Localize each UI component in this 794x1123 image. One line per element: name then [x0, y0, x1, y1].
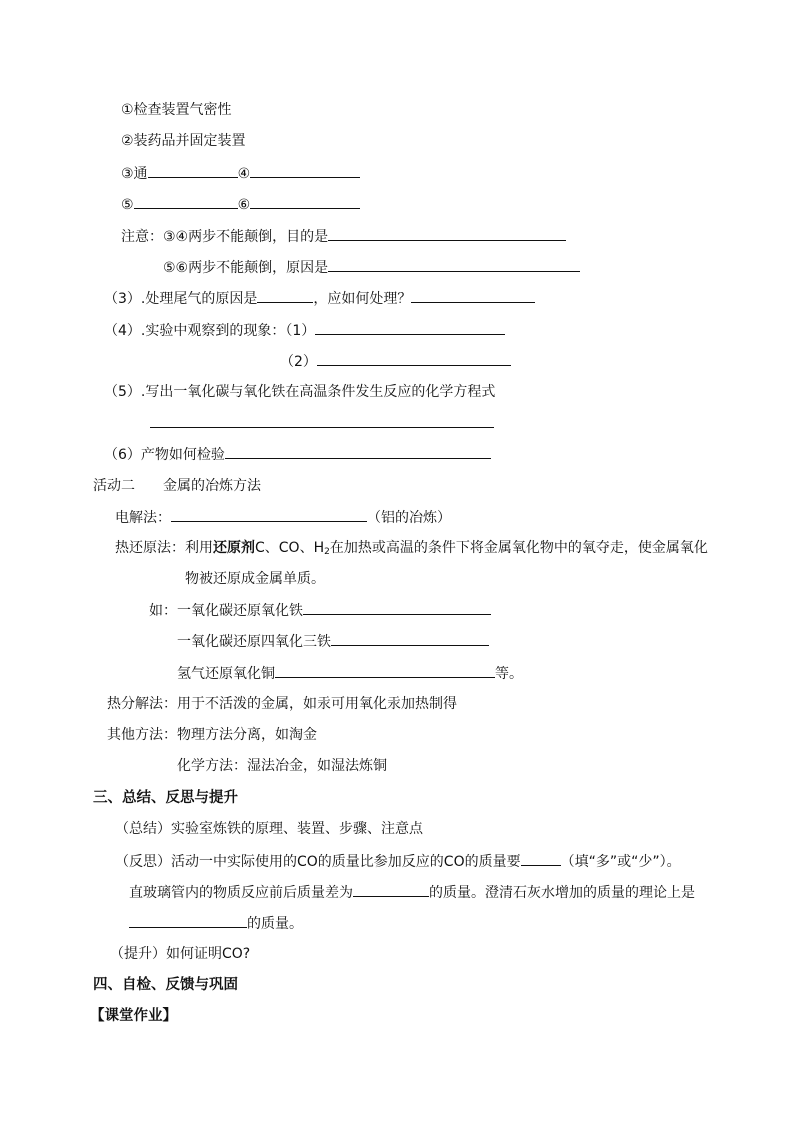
reflection-blank-2[interactable]: [353, 882, 429, 897]
example-1-text: 如：一氧化碳还原氧化铁: [149, 603, 303, 619]
reflection-line-3-text: 的质量。: [247, 916, 303, 932]
question-4-blank-2[interactable]: [317, 351, 511, 366]
example-3-blank[interactable]: [275, 663, 495, 678]
thermal-text-c: 在加热或高温的条件下将金属氧化物中的氧夺走，使金属氧化: [329, 540, 708, 556]
example-2-text: 一氧化碳还原四氧化三铁: [177, 634, 331, 650]
example-2-blank[interactable]: [331, 631, 489, 646]
hydrogen-subscript: 2: [324, 547, 330, 557]
other-methods-1: 其他方法：物理方法分离，如淘金: [107, 727, 317, 743]
thermal-text-a: 热还原法：利用: [115, 540, 213, 556]
step-4-blank[interactable]: [250, 163, 360, 178]
reflection-blank-3[interactable]: [129, 913, 247, 928]
note-1: [121, 226, 566, 247]
question-3: [104, 288, 535, 309]
question-4: [104, 320, 505, 341]
note-1-text: 注意：③④两步不能颠倒，目的是: [121, 229, 329, 245]
reflection-text-a: （反思）活动一中实际使用的CO的质量比参加反应的CO的质量要: [115, 854, 521, 870]
question-3-blank-2[interactable]: [411, 288, 535, 303]
step-6-label: ⑥: [237, 197, 251, 213]
example-3-end: 等。: [495, 666, 523, 682]
summary-line: （总结）实验室炼铁的原理、装置、步骤、注意点: [115, 821, 423, 837]
question-3-blank-1[interactable]: [257, 288, 313, 303]
step-2: ②装药品并固定装置: [121, 133, 246, 149]
note-1-blank[interactable]: [328, 226, 566, 241]
question-5-blank[interactable]: [150, 413, 494, 428]
reflection-line: [115, 851, 681, 872]
question-6: [104, 444, 491, 465]
question-4-sub-2: [280, 351, 511, 372]
example-2: [177, 631, 489, 652]
activity-2-title: 活动二 金属的冶炼方法: [93, 478, 261, 494]
step-3-label: ③通: [121, 166, 148, 182]
thermal-reduction-line: [115, 538, 708, 562]
step-6-blank[interactable]: [250, 194, 360, 209]
step-5-label: ⑤: [121, 197, 134, 213]
question-6-blank[interactable]: [225, 444, 491, 459]
note-2: [163, 257, 580, 278]
question-3-text-b: ，应如何处理？: [313, 291, 412, 307]
step-5-blank[interactable]: [134, 194, 238, 209]
improvement-line: （提升）如何证明CO?: [110, 946, 251, 962]
thermal-reduction-line-2: 物被还原成金属单质。: [185, 571, 325, 587]
reflection-text-b: （填“多”或“少”）。: [560, 854, 681, 870]
step-3-4: [121, 163, 360, 184]
electrolysis-label: 电解法：: [115, 510, 171, 526]
step-5-6: [121, 194, 360, 215]
reflection-line-2-text-b: 的质量。澄清石灰水增加的质量的理论上是: [429, 885, 695, 901]
reflection-line-3: [129, 913, 303, 934]
section-3-title: 三、总结、反思与提升: [93, 790, 238, 806]
note-2-blank[interactable]: [328, 257, 580, 272]
electrolysis-line: [115, 507, 451, 528]
question-6-text: （6）产物如何检验: [104, 447, 225, 463]
question-4-sub-2-label: （2）: [280, 354, 317, 370]
question-4-blank-1[interactable]: [315, 320, 505, 335]
reducing-agent-term: 还原剂: [213, 540, 255, 556]
example-1: [149, 600, 491, 621]
example-1-blank[interactable]: [303, 600, 491, 615]
example-3: [177, 663, 523, 684]
electrolysis-note: （铝的冶炼）: [367, 510, 451, 526]
step-3-blank[interactable]: [148, 163, 238, 178]
electrolysis-blank[interactable]: [171, 507, 367, 522]
question-3-text-a: （3）.处理尾气的原因是: [104, 291, 258, 307]
thermal-text-b: C、CO、H: [255, 540, 325, 556]
reflection-line-2-text-a: 直玻璃管内的物质反应前后质量差为: [129, 885, 353, 901]
example-3-text: 氢气还原氧化铜: [177, 666, 275, 682]
thermal-decomposition: 热分解法：用于不活泼的金属，如汞可用氧化汞加热制得: [107, 696, 457, 712]
section-4-title: 四、自检、反馈与巩固: [93, 977, 238, 993]
step-4-label: ④: [237, 166, 251, 182]
other-methods-2: 化学方法：湿法冶金，如湿法炼铜: [177, 758, 387, 774]
question-4-text: （4）.实验中观察到的现象：（1）: [104, 323, 316, 339]
reflection-blank-1[interactable]: [521, 851, 561, 866]
question-5: （5）.写出一氧化碳与氧化铁在高温条件发生反应的化学方程式: [104, 384, 496, 400]
step-1: ①检查装置气密性: [121, 102, 232, 118]
note-2-text: ⑤⑥两步不能颠倒，原因是: [163, 260, 329, 276]
reflection-line-2: [129, 882, 695, 903]
homework-title: 【课堂作业】: [90, 1008, 177, 1024]
question-5-answer-line: [150, 413, 494, 434]
